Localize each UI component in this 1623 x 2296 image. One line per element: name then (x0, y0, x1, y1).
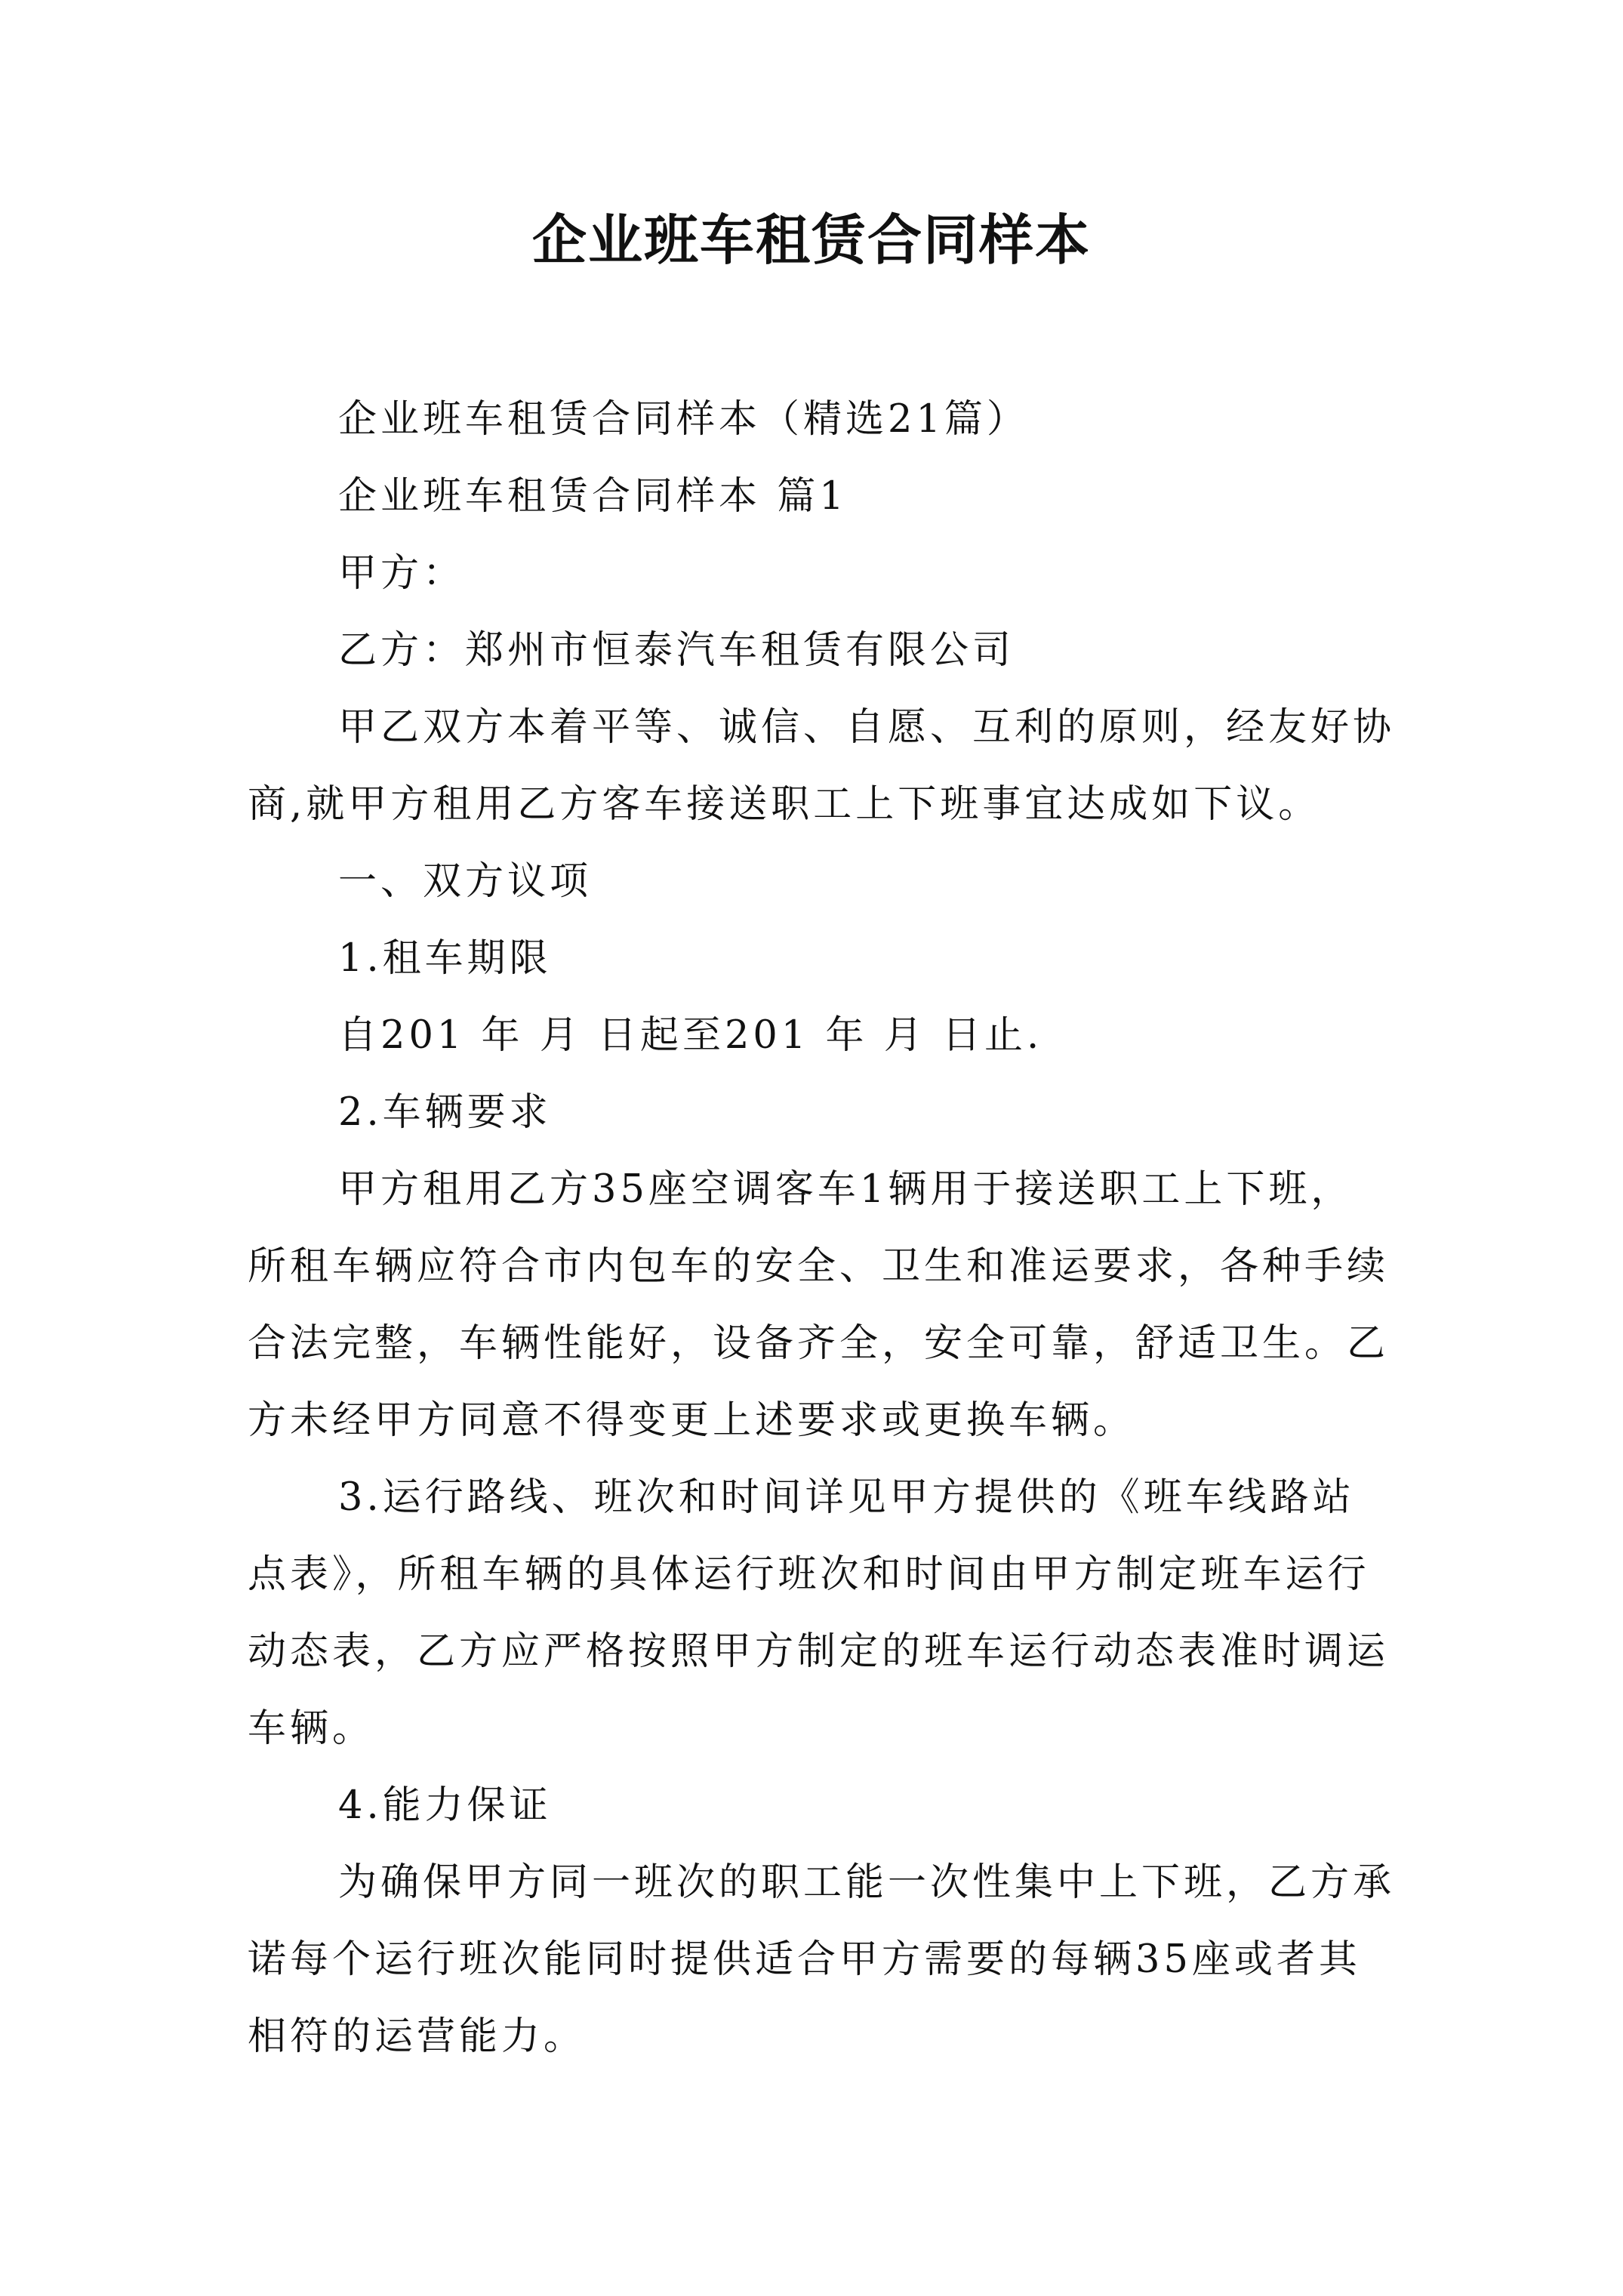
route-schedule-paragraph: 3.运行路线、班次和时间详见甲方提供的《班车线路站点表》，所租车辆的具体运行班次和时间由甲方制定班车运行动态表，乙方应严格按照甲方制定的班车运行动态表准时调运车辆。 (248, 1475, 1390, 1751)
vehicle-requirements-paragraph: 甲方租用乙方35座空调客车1辆用于接送职工上下班，所租车辆应符合市内包车的安全、卫生和准运要求，各种手续合法完整，车辆性能好，设备齐全，安全可靠，舒适卫生。乙方未经甲方同意不得变更上述要求或更换车辆。 (248, 1167, 1390, 1443)
document-subtitle: 企业班车租赁合同样本（精选21篇） (338, 397, 1029, 442)
party-a: 甲方： (338, 551, 466, 596)
subclause-heading: 2.车辆要求 (338, 1090, 552, 1135)
clause-heading: 一、双方议项 (338, 859, 593, 904)
subclause-heading: 4.能力保证 (338, 1783, 552, 1828)
capacity-guarantee-paragraph: 为确保甲方同一班次的职工能一次性集中上下班，乙方承诺每个运行班次能同时提供适合甲方需要的每辆35座或者其相符的运营能力。 (248, 1860, 1396, 2059)
section-heading: 企业班车租赁合同样本 篇1 (338, 474, 848, 519)
lease-term-text: 自201 年 月 日起至201 年 月 日止. (338, 1013, 1043, 1058)
intro-paragraph: 甲乙双方本着平等、诚信、自愿、互利的原则，经友好协商,就甲方租用乙方客车接送职工上下班事宜达成如下议。 (248, 705, 1396, 827)
subclause-heading: 1.租车期限 (338, 936, 552, 981)
document-title: 企业班车租赁合同样本 (531, 208, 1091, 272)
document-body (248, 381, 1395, 2076)
party-b: 乙方：郑州市恒泰汽车租赁有限公司 (338, 628, 1015, 673)
